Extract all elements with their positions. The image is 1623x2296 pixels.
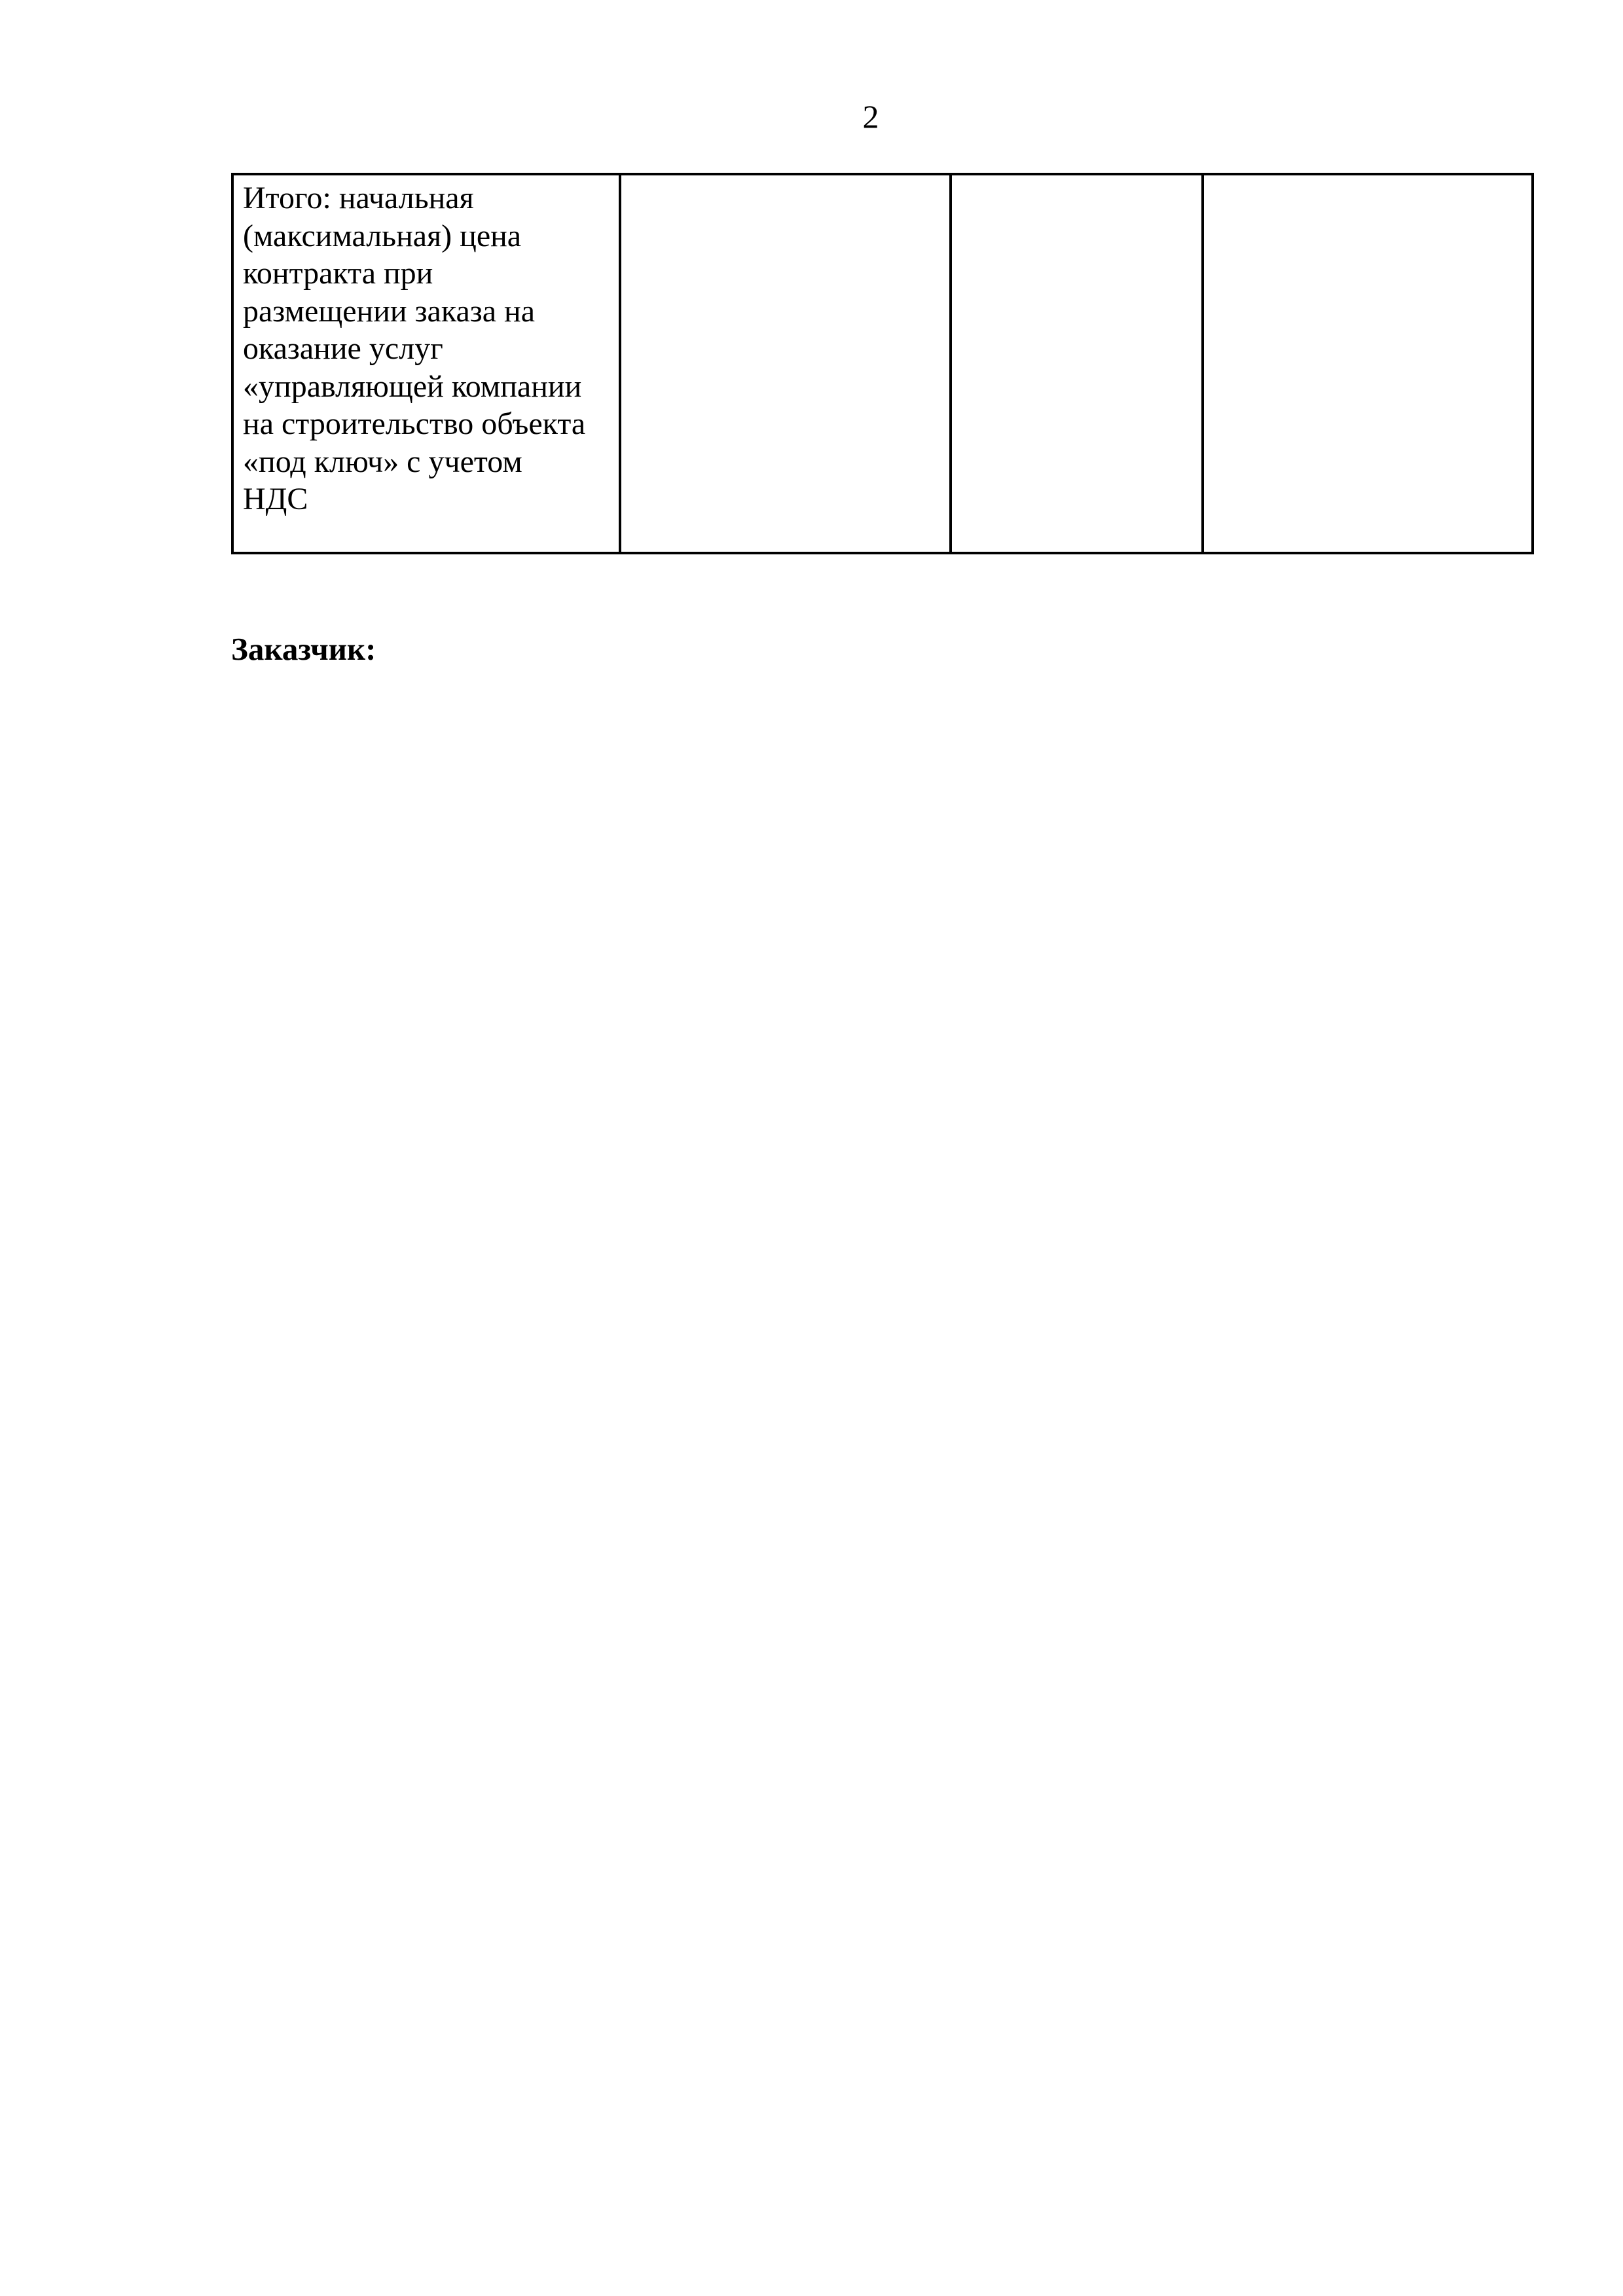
total-label-line: Итого: начальная <box>243 181 474 215</box>
page-number: 2 <box>862 98 879 135</box>
total-label-line: НДС <box>243 482 308 516</box>
total-label <box>234 175 619 518</box>
table-cell-empty <box>951 174 1203 553</box>
customer-signature-label: Заказчик: <box>231 631 376 667</box>
total-label-cell <box>232 174 620 553</box>
table-cell-empty <box>620 174 951 553</box>
table-row <box>232 174 1533 553</box>
total-label-line: размещении заказа на <box>243 293 536 329</box>
total-label-line: оказание услуг <box>243 331 443 366</box>
total-label-line: (максимальная) цена <box>243 218 522 253</box>
total-label-line: «под ключ» с учетом <box>243 444 522 479</box>
table-cell-empty <box>1203 174 1533 553</box>
total-label-line: «управляющей компании <box>243 368 582 404</box>
total-price-table <box>231 173 1534 554</box>
total-label-line: на строительство объекта <box>243 406 586 441</box>
total-label-line: контракта при <box>243 256 433 291</box>
